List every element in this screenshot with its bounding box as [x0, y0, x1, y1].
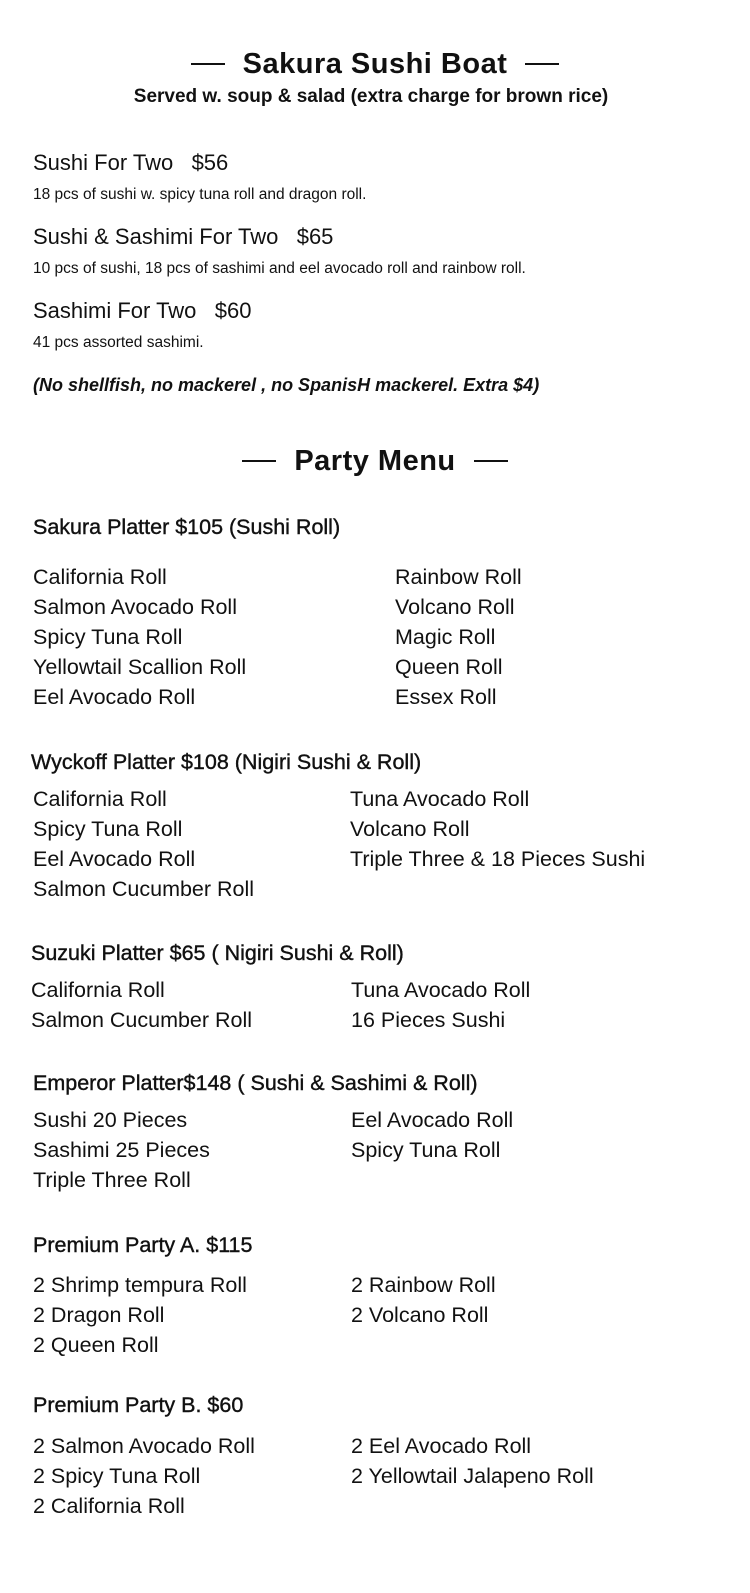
- list-item: California Roll: [31, 978, 165, 1002]
- platter-title: Emperor Platter$148 ( Sushi & Sashimi & Roll): [33, 1071, 478, 1095]
- list-item: 2 Salmon Avocado Roll: [33, 1434, 255, 1458]
- platter-left-list: [31, 975, 252, 1035]
- boat-section-title: [0, 44, 750, 84]
- platter-left-list: [33, 1431, 255, 1521]
- list-item: Spicy Tuna Roll: [33, 817, 183, 841]
- party-title: Party Menu: [294, 444, 456, 477]
- list-item: Rainbow Roll: [395, 565, 522, 589]
- boat-item-name: Sushi For Two $56: [33, 150, 229, 175]
- boat-item-desc: 41 pcs assorted sashimi.: [33, 334, 204, 351]
- platter-left-list: [33, 1105, 210, 1195]
- list-item: California Roll: [33, 565, 167, 589]
- list-item: Yellowtail Scallion Roll: [33, 655, 247, 679]
- boat-item-price: $65: [296, 224, 334, 249]
- list-item: Volcano Roll: [350, 817, 470, 841]
- boat-item-price: $56: [191, 150, 229, 175]
- list-item: Spicy Tuna Roll: [33, 625, 183, 649]
- platter-left-list: [33, 1270, 247, 1360]
- boat-item-price: $60: [214, 298, 252, 323]
- party-section-title: [0, 441, 750, 481]
- list-item: Eel Avocado Roll: [33, 847, 196, 871]
- platter-title: Suzuki Platter $65 ( Nigiri Sushi & Roll): [31, 941, 404, 965]
- platter-title: Premium Party B. $60: [33, 1393, 244, 1417]
- list-item: 16 Pieces Sushi: [351, 1008, 506, 1032]
- boat-item-desc: 10 pcs of sushi, 18 pcs of sashimi and eel avocado roll and rainbow roll.: [33, 260, 526, 277]
- list-item: 2 Dragon Roll: [33, 1303, 165, 1327]
- boat-title: Sakura Sushi Boat: [242, 47, 508, 80]
- platter-right-list: [395, 562, 522, 712]
- platter-title: Sakura Platter $105 (Sushi Roll): [33, 515, 341, 539]
- list-item: Spicy Tuna Roll: [351, 1138, 501, 1162]
- list-item: Salmon Avocado Roll: [33, 595, 237, 619]
- list-item: Tuna Avocado Roll: [351, 978, 531, 1002]
- list-item: 2 Queen Roll: [33, 1333, 159, 1357]
- list-item: Volcano Roll: [395, 595, 515, 619]
- list-item: Sushi 20 Pieces: [33, 1108, 188, 1132]
- platter-left-list: [33, 784, 254, 904]
- list-item: 2 Shrimp tempura Roll: [33, 1273, 247, 1297]
- list-item: Tuna Avocado Roll: [350, 787, 530, 811]
- platter-right-list: [351, 975, 530, 1035]
- title-dash-left: [242, 460, 276, 462]
- list-item: 2 Yellowtail Jalapeno Roll: [351, 1464, 594, 1488]
- boat-subtitle: Served w. soup & salad (extra charge for brown rice): [133, 86, 609, 107]
- list-item: Essex Roll: [395, 685, 497, 709]
- title-dash-right: [525, 63, 559, 65]
- list-item: Eel Avocado Roll: [33, 685, 196, 709]
- list-item: Salmon Cucumber Roll: [33, 877, 255, 901]
- list-item: Magic Roll: [395, 625, 496, 649]
- list-item: 2 California Roll: [33, 1494, 185, 1518]
- platter-left-list: [33, 562, 246, 712]
- list-item: Eel Avocado Roll: [351, 1108, 514, 1132]
- title-dash-right: [474, 460, 508, 462]
- list-item: California Roll: [33, 787, 167, 811]
- list-item: 2 Rainbow Roll: [351, 1273, 496, 1297]
- platter-title: Premium Party A. $115: [33, 1233, 253, 1257]
- list-item: Queen Roll: [395, 655, 503, 679]
- boat-note: (No shellfish, no mackerel , no SpanisH mackerel. Extra $4): [33, 375, 540, 395]
- list-item: Sashimi 25 Pieces: [33, 1138, 210, 1162]
- list-item: 2 Eel Avocado Roll: [351, 1434, 532, 1458]
- boat-item-name: Sushi & Sashimi For Two $65: [33, 224, 334, 249]
- platter-title: Wyckoff Platter $108 (Nigiri Sushi & Roll): [31, 750, 422, 774]
- list-item: Triple Three & 18 Pieces Sushi: [350, 847, 646, 871]
- platter-right-list: [351, 1270, 496, 1330]
- platter-right-list: [351, 1105, 513, 1165]
- boat-item-name: Sashimi For Two $60: [33, 298, 252, 323]
- list-item: 2 Volcano Roll: [351, 1303, 489, 1327]
- list-item: 2 Spicy Tuna Roll: [33, 1464, 201, 1488]
- platter-right-list: [351, 1431, 594, 1491]
- title-dash-left: [191, 63, 225, 65]
- list-item: Triple Three Roll: [33, 1168, 191, 1192]
- platter-right-list: [350, 784, 645, 874]
- list-item: Salmon Cucumber Roll: [31, 1008, 253, 1032]
- boat-item-desc: 18 pcs of sushi w. spicy tuna roll and dragon roll.: [33, 186, 367, 203]
